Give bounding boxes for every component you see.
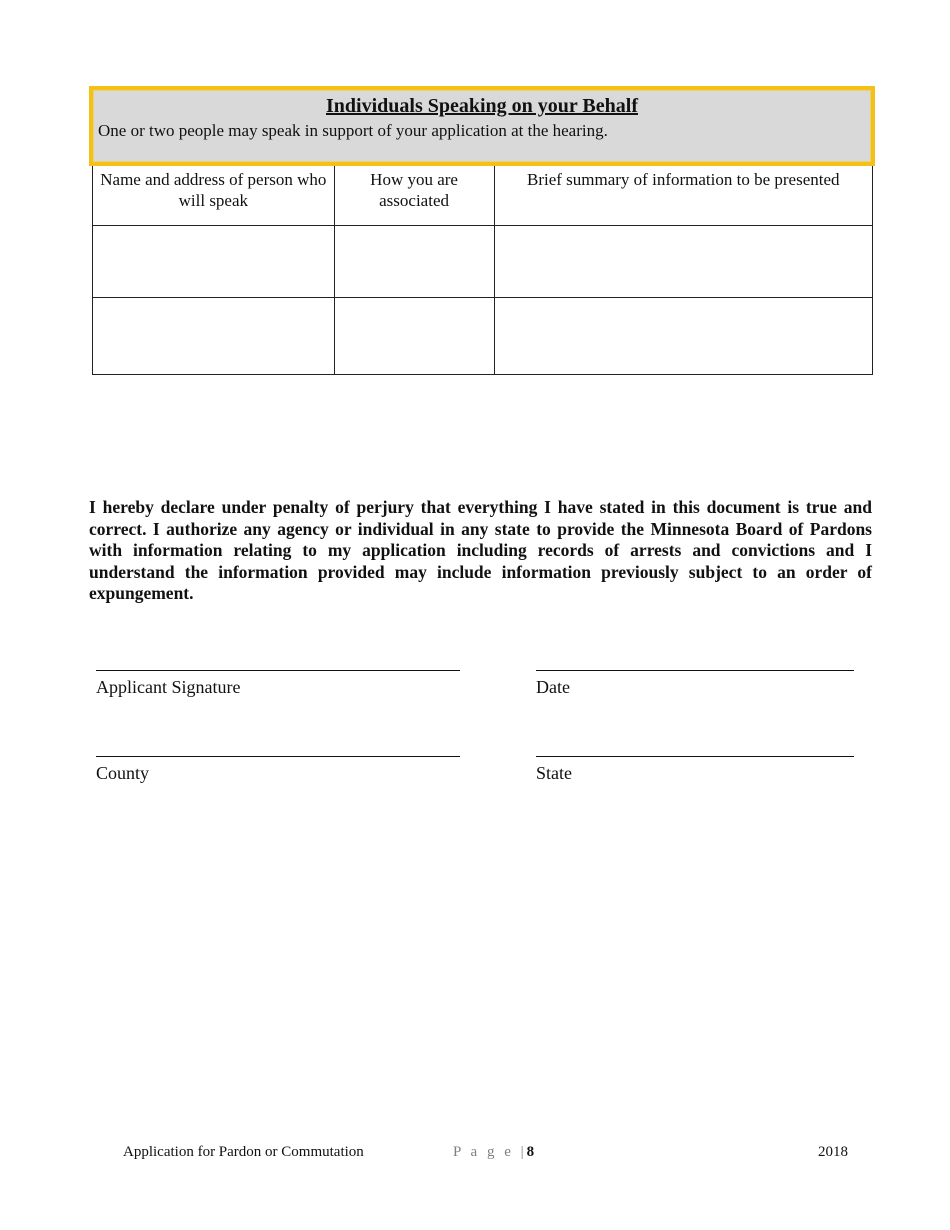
speaker-2-summary-cell[interactable] [494, 298, 873, 375]
footer-year: 2018 [818, 1144, 848, 1160]
date-field[interactable] [536, 670, 854, 698]
speakers-table [92, 166, 873, 375]
speaker-1-association-cell[interactable] [334, 226, 494, 298]
state-line[interactable] [536, 756, 854, 757]
section-title: Individuals Speaking on your Behalf [326, 95, 638, 117]
section-header [89, 86, 875, 166]
speaker-1-summary-cell[interactable] [494, 226, 873, 298]
applicant-signature-field[interactable] [96, 670, 460, 698]
footer-page-indicator [453, 1144, 534, 1161]
applicant-signature-label: Applicant Signature [96, 677, 241, 697]
header-association: How you are associated [334, 166, 494, 226]
page-number: 8 [526, 1144, 535, 1160]
page-label: P a g e | [453, 1144, 527, 1160]
speaker-1-name-cell[interactable] [93, 226, 335, 298]
date-line[interactable] [536, 670, 854, 671]
table-header-row [93, 166, 873, 226]
county-field[interactable] [96, 756, 460, 784]
state-label: State [536, 763, 572, 783]
table-row [93, 298, 873, 375]
perjury-declaration: I hereby declare under penalty of perjury that everything I have stated in this document is true and correct. I authorize any agency or individual in any state to provide the Minnesota Board of Pardons with information relating to my application including records of arrests and convictions and I understand the information provided may include information previously subject to an order of expungement. [89, 497, 872, 603]
speaker-2-name-cell[interactable] [93, 298, 335, 375]
section-subtitle: One or two people may speak in support of your application at the hearing. [98, 121, 608, 140]
speaker-2-association-cell[interactable] [334, 298, 494, 375]
date-label: Date [536, 677, 570, 697]
county-line[interactable] [96, 756, 460, 757]
signature-line[interactable] [96, 670, 460, 671]
header-name-address: Name and address of person who will speak [93, 166, 335, 226]
county-label: County [96, 763, 150, 783]
table-row [93, 226, 873, 298]
state-field[interactable] [536, 756, 854, 784]
footer-document-title: Application for Pardon or Commutation [123, 1144, 364, 1160]
header-summary: Brief summary of information to be presented [494, 166, 873, 226]
